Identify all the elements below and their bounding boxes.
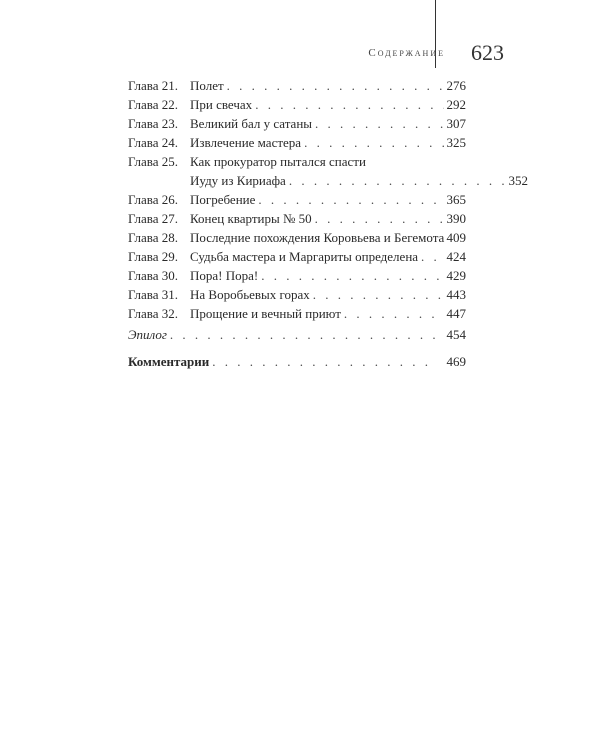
chapter-title: Прощение и вечный приют (190, 306, 341, 321)
toc-entry-chapter-25 (128, 152, 466, 171)
toc-entry-chapter-25-continued (128, 171, 528, 190)
chapter-number: Глава 30. (128, 268, 179, 283)
chapter-title: Великий бал у сатаны (190, 116, 313, 131)
chapter-title: Как прокуратор пытался спасти (190, 154, 366, 169)
chapter-number: Глава 32. (128, 306, 179, 321)
dot-leader (258, 190, 443, 209)
toc-entry-chapter-28 (128, 228, 466, 247)
dot-leader (212, 352, 429, 371)
dot-leader (255, 95, 443, 114)
toc-entry-comments (128, 352, 466, 371)
toc-entry-chapter-31 (128, 285, 466, 304)
toc-entry-chapter-22 (128, 95, 466, 114)
dot-leader (289, 171, 506, 190)
toc-entry-chapter-32 (128, 304, 466, 323)
chapter-page: 325 (446, 135, 466, 150)
dot-leader (344, 304, 444, 323)
chapter-title: Последние похождения Коровьева и Бегемота (190, 230, 445, 245)
chapter-page: 429 (446, 268, 466, 283)
running-title: Содержание (368, 47, 445, 59)
comments-page: 469 (446, 354, 466, 369)
dot-leader (421, 247, 443, 266)
toc-entry-chapter-29 (128, 247, 466, 266)
chapter-page: 447 (446, 306, 466, 321)
page-number: 623 (471, 40, 504, 65)
chapter-number: Глава 26. (128, 192, 179, 207)
chapter-title: Судьба мастера и Маргариты определена (190, 249, 419, 264)
epilog-title: Эпилог (128, 327, 167, 342)
chapter-page: 276 (446, 78, 466, 93)
chapter-page: 409 (446, 230, 466, 245)
page-header (368, 40, 504, 66)
toc-entry-chapter-23 (128, 114, 466, 133)
chapter-number: Глава 28. (128, 230, 179, 245)
chapter-page: 307 (446, 116, 466, 131)
chapter-title: Погребение (190, 192, 256, 207)
chapter-title: Извлечение мастера (190, 135, 302, 150)
chapter-title: Конец квартиры № 50 (190, 211, 312, 226)
dot-leader (315, 114, 443, 133)
chapter-number: Глава 27. (128, 211, 179, 226)
chapter-page: 365 (446, 192, 466, 207)
chapter-number: Глава 31. (128, 287, 179, 302)
dot-leader (315, 209, 444, 228)
chapter-number: Глава 21. (128, 78, 179, 93)
dot-leader (304, 133, 443, 152)
toc-entry-chapter-27 (128, 209, 466, 228)
chapter-page: 390 (446, 211, 466, 226)
chapter-title: Полет (190, 78, 224, 93)
comments-title: Комментарии (128, 354, 210, 369)
dot-leader (261, 266, 443, 285)
chapter-number: Глава 25. (128, 154, 179, 169)
chapter-title: На Воробьевых горах (190, 287, 310, 302)
chapter-page: 352 (508, 173, 528, 188)
chapter-number: Глава 29. (128, 249, 179, 264)
chapter-title: При свечах (190, 97, 253, 112)
chapter-number: Глава 24. (128, 135, 179, 150)
chapter-number: Глава 23. (128, 116, 179, 131)
toc-entry-chapter-24 (128, 133, 466, 152)
chapter-page: 424 (446, 249, 466, 264)
chapter-page: 292 (446, 97, 466, 112)
dot-leader (313, 285, 444, 304)
chapter-title: Пора! Пора! (190, 268, 259, 283)
toc-entry-chapter-30 (128, 266, 466, 285)
epilog-page: 454 (446, 327, 466, 342)
dot-leader (227, 76, 444, 95)
chapter-title-continued: Иуду из Кириафа (190, 173, 286, 188)
toc-entry-chapter-21 (128, 76, 466, 95)
chapter-page: 443 (446, 287, 466, 302)
toc-entry-epilog (128, 325, 466, 344)
toc-entry-chapter-26 (128, 190, 466, 209)
table-of-contents (128, 76, 528, 371)
chapter-number: Глава 22. (128, 97, 179, 112)
dot-leader (170, 325, 444, 344)
